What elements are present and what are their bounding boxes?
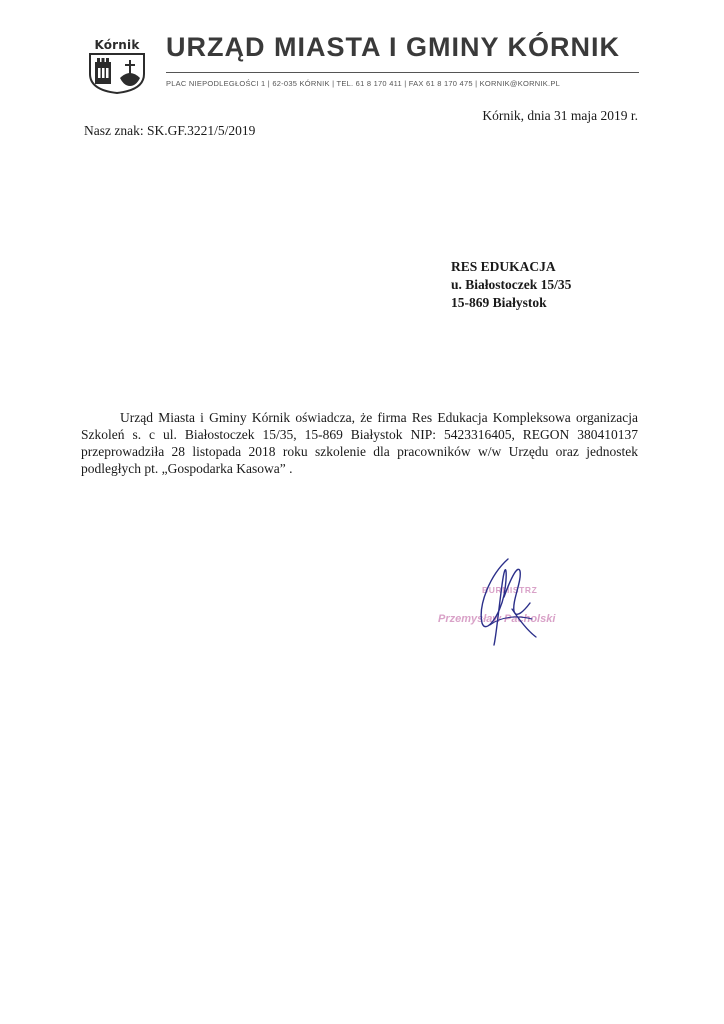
stamp-title: BURMISTRZ	[482, 585, 538, 595]
addressee-block	[451, 258, 571, 312]
organization-contact-line: PLAC NIEPODLEGŁOŚCI 1 | 62-035 KÓRNIK | TEL. 61 8 170 411 | FAX 61 8 170 475 | KORNIK@KORNIK.PL	[166, 79, 561, 88]
logo-wordmark: Kórnik	[94, 38, 140, 52]
reference-number: Nasz znak: SK.GF.3221/5/2019	[84, 123, 256, 138]
municipal-logo	[82, 38, 152, 94]
place-and-date: Kórnik, dnia 31 maja 2019 r.	[482, 108, 638, 123]
addressee-name: RES EDUKACJA	[451, 259, 556, 274]
organization-name: URZĄD MIASTA I GMINY KÓRNIK	[166, 32, 620, 62]
coat-of-arms-icon	[88, 52, 146, 94]
addressee-city: 15-869 Białystok	[451, 295, 547, 310]
letterhead-divider	[166, 72, 639, 73]
handwritten-signature	[420, 545, 600, 655]
mayor-stamp	[420, 545, 600, 655]
statement-body: Urząd Miasta i Gminy Kórnik oświadcza, że firma Res Edukacja Kompleksowa organizacja Szkoleń s. c ul. Białostoczek 15/35, 15-869 Białystok NIP: 5423316405, REGON 380410137 przeprowadziła 28 listopada 2018 roku szkolenie dla pracowników w/w Urzędu oraz jednostek podległych pt. „Gospodarka Kasowa” .	[81, 410, 638, 476]
stamp-name: Przemysław Pacholski	[438, 613, 556, 625]
addressee-street: u. Białostoczek 15/35	[451, 277, 572, 292]
